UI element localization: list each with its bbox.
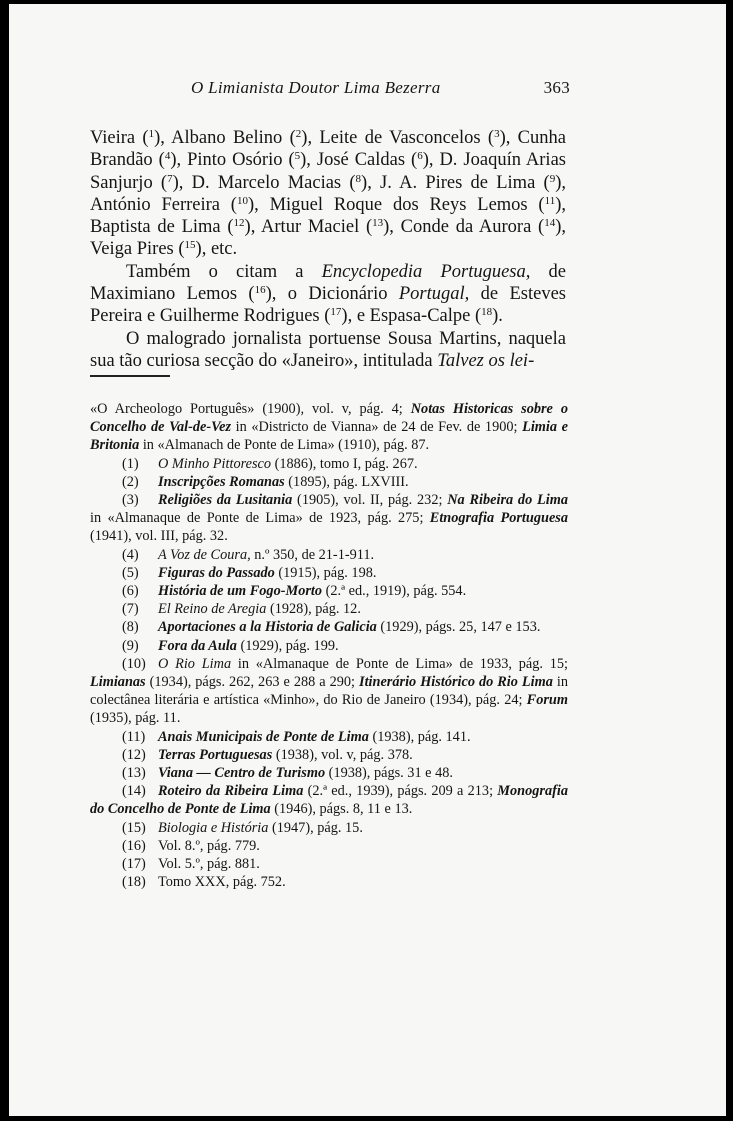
scan-border-right bbox=[726, 0, 733, 1121]
footnote-17: (17) Vol. 5.º, pág. 881. bbox=[122, 856, 260, 873]
footnote-12: (12) Terras Portuguesas (1938), vol. v, pág. 378. bbox=[122, 746, 413, 763]
scan-border-top bbox=[0, 0, 733, 4]
running-title: O Limianista Doutor Lima Bezerra bbox=[191, 78, 441, 97]
footnote-5: (5) Figuras do Passado (1915), pág. 198. bbox=[122, 564, 377, 581]
paragraph-1: Vieira ($^1$), Albano Belino ($^2$), Leite de Vasconcelos ($^3$), Cunha Brandão ($^4$), Pinto Osório ($^5$), José Caldas ($^6$), D. Joaquín Arias Sanjurjo ($^7$), D. Marcelo Macias ($^8$), J. A. Pires de Lima ($^9$), António Ferreira ($^{10}$), Miguel Roque dos Reys Lemos ($^{11}$), Baptista de Lima ($^{12}$), Artur Maciel ($^{13}$), Conde da Aurora ($^{14}$), Veiga Pires ($^{15}$), etc. bbox=[90, 128, 566, 260]
footnote-9: (9) Fora da Aula (1929), pág. 199. bbox=[122, 637, 339, 654]
footnote-8: (8) Aportaciones a la Historia de Galicia (1929), págs. 25, 147 e 153. bbox=[122, 619, 541, 636]
page-number: 363 bbox=[543, 78, 570, 97]
footnote-11: (11) Anais Municipais de Ponte de Lima (1938), pág. 141. bbox=[122, 728, 471, 745]
footnote-4: (4) A Voz de Coura, n.º 350, de 21-1-911. bbox=[122, 546, 375, 563]
footnote-15: (15) Biologia e História (1947), pág. 15. bbox=[122, 819, 363, 836]
footnote-rule bbox=[90, 375, 170, 377]
footnote-6: (6) História de um Fogo-Morto (2.ª ed., 1919), pág. 554. bbox=[122, 583, 467, 600]
footnote-18: (18) Tomo XXX, pág. 752. bbox=[122, 874, 286, 891]
scan-border-left bbox=[0, 0, 9, 1121]
footnotes bbox=[90, 400, 568, 891]
footnote-2: (2) Inscripções Romanas (1895), pág. LXVIII. bbox=[122, 473, 409, 490]
main-text bbox=[90, 127, 566, 372]
footnote-14: (14) Roteiro da Ribeira Lima (2.ª ed., 1939), págs. 209 a 213; Monografia do Concelho de Ponte de Lima (1946), págs. 8, 11 e 13. bbox=[90, 783, 568, 818]
footnote-7: (7) El Reino de Aregia (1928), pág. 12. bbox=[122, 601, 361, 618]
paragraph-3: O malogrado jornalista portuense Sousa Martins, naquela sua tão curiosa secção do «Janeiro», intitulada Talvez os lei- bbox=[90, 328, 566, 371]
footnote-continuation: «O Archeologo Português» (1900), vol. v, pág. 4; Notas Historicas sobre o Concelho de Val-de-Vez in «Districto de Vianna» de 24 de Fev. de 1900; Limia e Britonia in «Almanach de Ponte de Lima» (1910), pág. 87. bbox=[90, 401, 568, 454]
footnote-1: (1) O Minho Pittoresco (1886), tomo I, pág. 267. bbox=[122, 455, 418, 472]
paragraph-2: Também o citam a Encyclopedia Portuguesa, de Maximiano Lemos ($^{16}$), o Dicionário Portugal, de Esteves Pereira e Guilherme Rodrigues ($^{17}$), e Espasa-Calpe ($^{18}$). bbox=[90, 261, 567, 327]
footnote-16: (16) Vol. 8.º, pág. 779. bbox=[122, 837, 260, 854]
footnote-10: (10) O Rio Lima in «Almanaque de Ponte de Lima» de 1933, pág. 15; Limianas (1934), págs. 262, 263 e 288 a 290; Itinerário Histórico do Rio Lima in colectânea literária e artística «Minho», do Rio de Janeiro (1934), pág. 24; Forum (1935), pág. 11. bbox=[90, 655, 568, 727]
scan-border-bottom bbox=[0, 1116, 733, 1121]
footnote-13: (13) Viana — Centro de Turismo (1938), págs. 31 e 48. bbox=[122, 765, 453, 782]
footnote-3: (3) Religiões da Lusitania (1905), vol. II, pág. 232; Na Ribeira do Lima in «Almanaque de Ponte de Lima» de 1923, pág. 275; Etnografia Portuguesa (1941), vol. III, pág. 32. bbox=[90, 492, 569, 545]
